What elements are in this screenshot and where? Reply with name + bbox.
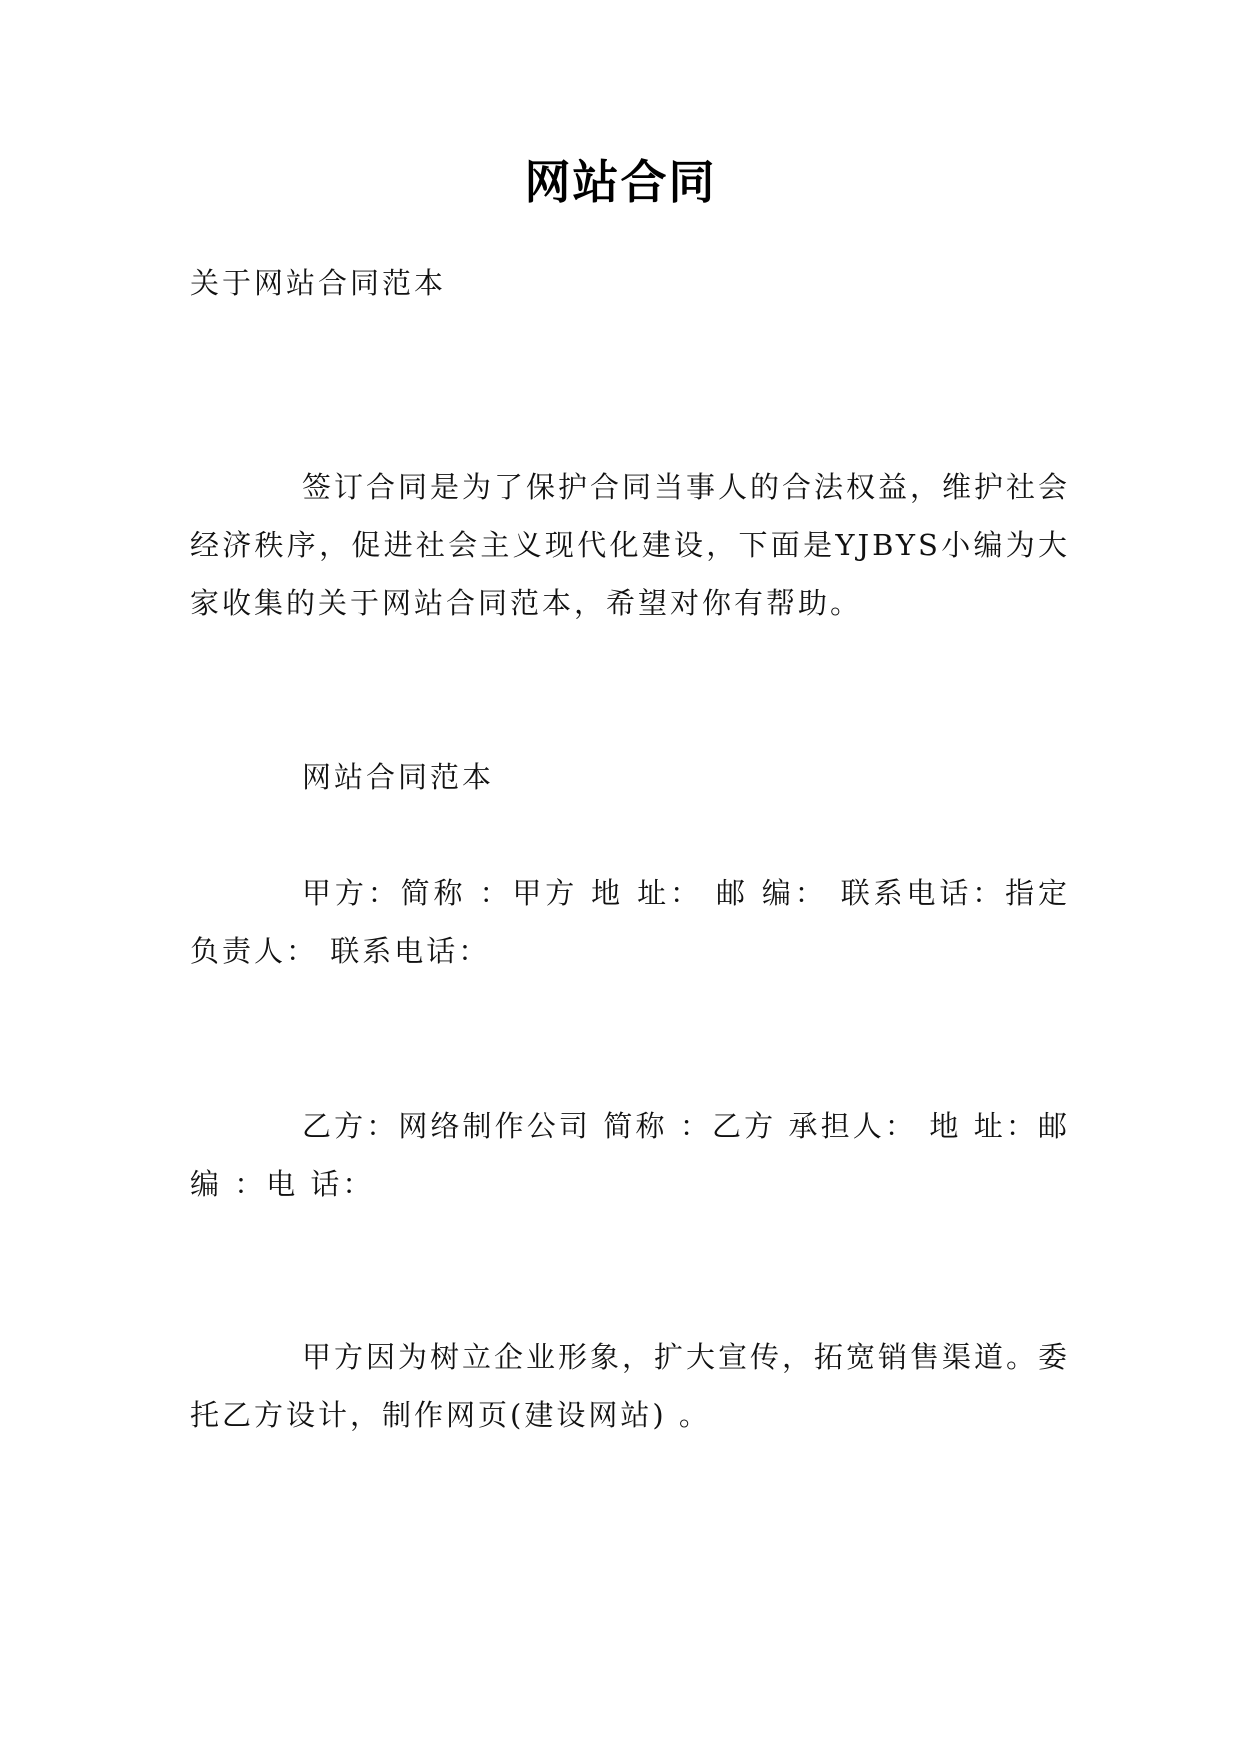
party-a-paragraph: 甲方：简称 ：甲方 地 址： 邮 编： 联系电话：指定负责人： 联系电话： xyxy=(190,876,1070,968)
purpose-paragraph: 甲方因为树立企业形象，扩大宣传，拓宽销售渠道。委托乙方设计，制作网页(建设网站) 。 xyxy=(190,1340,1071,1432)
document-subtitle: 关于网站合同范本 xyxy=(190,266,447,300)
intro-paragraph: 签订合同是为了保护合同当事人的合法权益，维护社会经济秩序，促进社会主义现代化建设，下面是YJBYS小编为大家收集的关于网站合同范本，希望对你有帮助。 xyxy=(190,470,1071,620)
section-heading: 网站合同范本 xyxy=(302,760,495,794)
party-b-paragraph: 乙方：网络制作公司 简称 ：乙方 承担人： 地 址：邮编 ：电 话： xyxy=(190,1109,1070,1201)
document-title: 网站合同 xyxy=(524,155,717,209)
